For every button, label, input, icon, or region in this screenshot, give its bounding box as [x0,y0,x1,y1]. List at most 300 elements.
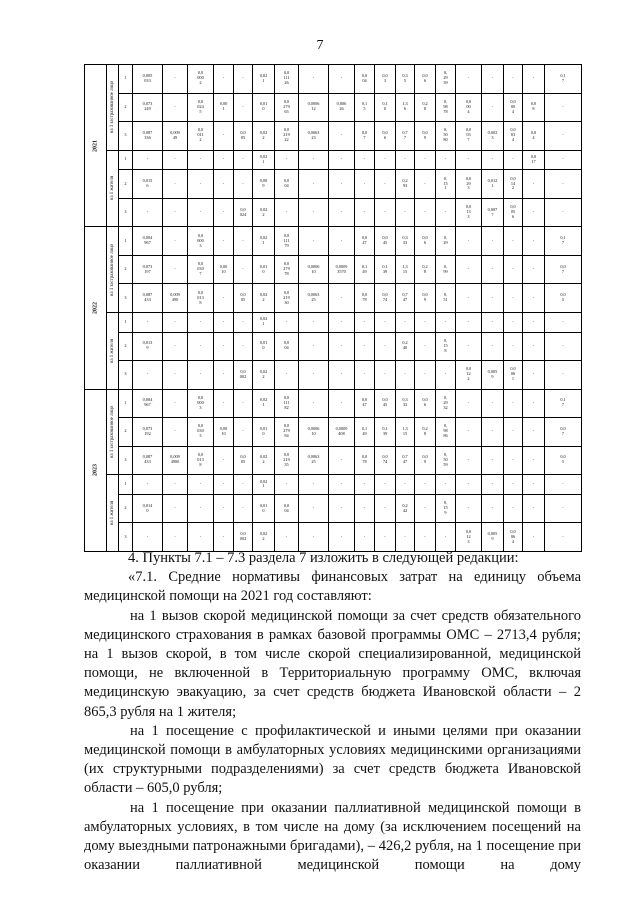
table-cell: 0,0 12 3 [456,523,482,552]
table-cell: - [523,523,545,552]
table-cell: - [456,389,482,418]
table-cell: - [275,312,299,332]
table-cell: - [375,523,396,552]
table-cell: 0,073 192 [133,418,163,447]
table-cell: 0,0 6 [415,227,436,256]
table-cell: - [415,361,436,390]
table-cell: - [214,332,234,361]
table-cell: 0,1 7 [545,227,582,256]
table-cell: - [299,227,329,256]
table-cell: - [482,312,504,332]
row-index-cell: 1 [119,312,133,332]
table-row [85,93,582,122]
row-index-cell: 2 [119,494,133,523]
table-cell: 0,00 9 [253,170,275,199]
table-cell: - [329,284,355,313]
year-cell [85,227,107,389]
table-cell: 0,1 0 [375,93,396,122]
unit-cell [107,312,119,389]
table-row [85,312,582,332]
table-cell: - [214,170,234,199]
table-cell: 0, 29 [436,227,456,256]
table-cell: 0,0 74 [375,446,396,475]
row-index-cell: 3 [119,361,133,390]
norms-table-body [85,65,582,552]
unit-cell [107,389,119,475]
table-cell: - [482,65,504,94]
table-cell: - [188,170,214,199]
table-cell: - [504,446,523,475]
table-cell: - [133,150,163,170]
table-cell: 0,0 9 [415,446,436,475]
table-cell: 0,0063 25 [299,284,329,313]
row-index-cell: 2 [119,93,133,122]
table-cell: 0,0 04 [275,494,299,523]
table-cell: 0,02 1 [253,150,275,170]
row-index-cell: 2 [119,418,133,447]
table-cell: 0,7 47 [396,446,415,475]
table-cell: 0,1 39 [375,255,396,284]
table-cell: - [355,332,375,361]
year-label: 2023 [92,464,99,477]
paragraph-item-4: 4. Пункты 7.1 – 7.3 раздела 7 изложить в следующей редакции: [128,550,519,566]
table-cell: 0,0 219 22 [275,122,299,151]
year-label: 2021 [92,139,99,152]
table-cell: 0,01 0 [253,418,275,447]
table-cell: - [329,475,355,495]
table-cell: - [329,198,355,227]
row-index-cell: 1 [119,475,133,495]
paragraph-prophylactic-norm: на 1 посещение с профилактической и иными целями при оказании медицинской помощи в амбулаторных условиях медицинскими организациями (их структурными подразделениями) за счет средств бюджета Ивановской области – 605,0 рубля; [84,722,581,797]
table-cell: - [456,312,482,332]
unit-cell [107,65,119,151]
unit-label: на 1 жителя [109,338,115,363]
table-cell: 0,005 9 [482,361,504,390]
table-row [85,227,582,256]
table-cell: 0, 98 78 [436,93,456,122]
table-cell: 0,005 9 [482,523,504,552]
unit-label: на 1 жителя [109,176,115,201]
table-cell: - [214,494,234,523]
table-cell: 0, 98 86 [436,418,456,447]
table-cell: 0,0006 10 [299,255,329,284]
table-cell: 0,0 05 [234,284,253,313]
table-cell: - [482,494,504,523]
table-cell: - [275,150,299,170]
table-cell: 0,2 8 [415,93,436,122]
table-cell: 0,0 47 [355,227,375,256]
table-cell: 0,005 033 [133,65,163,94]
table-cell: - [234,475,253,495]
table-cell: - [214,65,234,94]
table-cell: 0,02 2 [253,523,275,552]
table-cell: 0,2 93 [396,170,415,199]
table-cell: - [396,312,415,332]
table-cell: - [133,523,163,552]
table-cell: - [456,494,482,523]
table-cell: - [163,312,188,332]
table-cell: 0,0 6 [375,122,396,151]
table-row [85,332,582,361]
table-cell: - [504,227,523,256]
table-cell: 0,0 002 [234,523,253,552]
table-cell: - [355,523,375,552]
table-cell: - [504,150,523,170]
table-cell: 0,013 9 [133,332,163,361]
table-cell: - [299,523,329,552]
table-cell: 0,0 279 65 [275,93,299,122]
table-cell: 0,02 1 [253,389,275,418]
table-cell: 0,0 9 [415,122,436,151]
table-cell: - [396,361,415,390]
table-cell: - [375,198,396,227]
table-cell: - [504,494,523,523]
table-cell: - [545,312,582,332]
table-cell: - [214,198,234,227]
table-cell: 0,00 10 [214,418,234,447]
table-row [85,523,582,552]
table-cell: - [396,150,415,170]
table-cell: - [329,312,355,332]
row-index-cell: 2 [119,255,133,284]
table-cell: 0,0063 23 [299,122,329,151]
table-cell: 0,0 030 3 [188,418,214,447]
table-cell: 0,0 024 5 [188,93,214,122]
table-cell: 0,0 111 26 [275,65,299,94]
table-cell: - [234,312,253,332]
table-cell: 0,0 00 4 [504,93,523,122]
table-cell: - [163,170,188,199]
table-cell: - [545,122,582,151]
table-cell: 0,015 6 [133,170,163,199]
table-cell: 0,1 7 [545,65,582,94]
table-cell: 0,02 1 [253,475,275,495]
table-cell: 0,3 33 [396,389,415,418]
year-cell [85,65,107,227]
table-cell: - [234,494,253,523]
table-cell: 0,00 10 [214,255,234,284]
table-cell: 0,0 7 [355,122,375,151]
table-cell: - [214,523,234,552]
table-cell: - [436,361,456,390]
table-cell: - [482,418,504,447]
table-cell: - [188,150,214,170]
table-cell: - [163,475,188,495]
table-cell: - [163,198,188,227]
table-cell: - [188,361,214,390]
table-cell: 0,014 0 [133,494,163,523]
table-row [85,361,582,390]
table-cell: 0,0 5 [545,446,582,475]
unit-label: на 1 застрахованное лицо [109,81,115,134]
table-cell: - [456,150,482,170]
year-label: 2022 [92,301,99,314]
table-cell: 0,3 5 [396,65,415,94]
table-cell: 0,7 7 [396,122,415,151]
table-row [85,446,582,475]
table-cell: 0, 50 59 [436,446,456,475]
table-cell: 0,009 490 [163,284,188,313]
table-cell: - [355,312,375,332]
unit-cell [107,475,119,552]
table-cell: 0,0 14 2 [504,170,523,199]
table-cell: 0,01 0 [253,332,275,361]
row-index-cell: 1 [119,65,133,94]
unit-cell [107,150,119,227]
table-cell: - [163,65,188,94]
table-cell: - [234,255,253,284]
table-cell: 0,0006 12 [299,93,329,122]
table-cell: 0,0 279 78 [275,255,299,284]
table-cell: - [523,227,545,256]
paragraph-ambulance-norm: на 1 вызов скорой медицинской помощи за счет средств обязательного медицинского страхования в рамках базовой программы ОМС – 2713,4 рубля; на 1 вызов скорой, в том числе скорой специализированной, медицинской помощи, не включенной в Территориальную программу ОМС, включая медицинскую эвакуацию, за счет средств бюджета Ивановской области – 2 865,3 рубля на 1 жителя; [84,607,581,720]
table-cell: 0,0009 3570 [329,255,355,284]
table-cell: - [299,389,329,418]
table-cell: - [329,170,355,199]
table-cell: 0,0 000 2 [188,65,214,94]
table-cell: 0,0 29 3 [456,170,482,199]
table-cell: 0,2 8 [415,418,436,447]
table-cell: - [275,198,299,227]
table-cell: - [456,255,482,284]
table-cell: - [214,122,234,151]
table-cell: 0,0 3 [375,65,396,94]
table-cell: - [214,446,234,475]
table-cell: - [375,494,396,523]
year-cell [85,389,107,551]
table-row [85,198,582,227]
unit-cell [107,227,119,313]
table-cell: - [415,198,436,227]
table-row [85,65,582,94]
body-text [84,549,581,875]
row-index-cell: 3 [119,446,133,475]
table-cell: 0, 29 32 [436,389,456,418]
table-cell: 0,0 03 7 [456,122,482,151]
table-cell: 0,01 0 [253,255,275,284]
table-cell: - [275,523,299,552]
table-cell: - [482,93,504,122]
table-cell: - [545,198,582,227]
table-row [85,150,582,170]
table-cell: - [163,93,188,122]
table-cell: 0, 15 1 [436,170,456,199]
table-cell: - [299,332,329,361]
table-cell: - [275,475,299,495]
table-cell: 0,1 39 [375,418,396,447]
table-cell: - [456,284,482,313]
table-cell: 0,0 013 8 [188,446,214,475]
table-cell: 0,006 26 [329,93,355,122]
table-cell: - [504,418,523,447]
table-cell: 0,0 000 3 [188,227,214,256]
table-cell: - [523,170,545,199]
table-cell: - [482,446,504,475]
table-cell: 0,00 1 [214,93,234,122]
row-index-cell: 3 [119,523,133,552]
table-cell: - [436,523,456,552]
table-row [85,475,582,495]
table-cell: - [163,418,188,447]
table-cell: - [396,475,415,495]
table-cell: 0,02 2 [253,361,275,390]
table-cell: - [523,446,545,475]
page-number: 7 [316,38,324,53]
table-cell: - [163,332,188,361]
table-cell: - [275,361,299,390]
table-cell: - [163,389,188,418]
table-cell: 0,073 197 [133,255,163,284]
table-cell: - [329,361,355,390]
table-cell: 0,009 4900 [163,446,188,475]
row-index-cell: 3 [119,284,133,313]
table-cell: - [299,361,329,390]
table-cell: - [545,494,582,523]
table-cell: - [329,389,355,418]
norms-table [84,64,582,552]
table-cell: 0,0 00 4 [456,93,482,122]
table-cell: - [355,361,375,390]
table-cell: 0,0 219 30 [275,284,299,313]
table-cell: - [299,475,329,495]
table-cell: - [214,150,234,170]
table-cell: 0,0 47 [355,389,375,418]
table-cell: - [415,494,436,523]
row-index-cell: 1 [119,227,133,256]
table-cell: - [329,523,355,552]
table-cell: - [415,475,436,495]
table-cell: - [299,494,329,523]
table-cell: 0,0 6 [415,65,436,94]
table-cell: - [504,312,523,332]
table-cell: - [504,475,523,495]
table-cell: - [234,332,253,361]
table-cell: 0,0 12 2 [456,361,482,390]
table-cell: - [299,312,329,332]
table-cell: - [482,475,504,495]
table-cell: 1,3 6 [396,93,415,122]
table-cell: - [329,150,355,170]
table-cell: - [234,170,253,199]
table-row [85,418,582,447]
table-row [85,122,582,151]
table-row [85,389,582,418]
table-cell: 0,0009 408 [329,418,355,447]
table-cell: - [214,227,234,256]
table-cell: 0,0 05 [234,122,253,151]
table-cell: 1,3 15 [396,255,415,284]
table-cell: - [355,198,375,227]
table-cell: - [482,284,504,313]
table-cell: 0,0 06 4 [504,523,523,552]
table-cell: - [504,284,523,313]
table-row [85,170,582,199]
paragraph-palliative-norm: на 1 посещение при оказании паллиативной медицинской помощи в амбулаторных условиях, в том числе на дому (за исключением посещений на дому выездными патронажными бригадами), – 426,2 рубля, на 1 посещение при оказании паллиативной медицинской помощи на дому [84,799,581,874]
table-cell: 0,012 1 [482,170,504,199]
table-cell: 0,2 40 [396,332,415,361]
table-cell: 0,0 04 [275,332,299,361]
table-cell: 0,087 336 [133,122,163,151]
table-cell: - [545,93,582,122]
table-cell: - [188,475,214,495]
table-cell: - [523,255,545,284]
table-cell: 0,02 2 [253,284,275,313]
row-index-cell: 2 [119,170,133,199]
table-cell: 0,087 433 [133,446,163,475]
table-cell: 0,004 967 [133,227,163,256]
table-cell: 0,0 13 3 [456,198,482,227]
table-cell: 0,087 433 [133,284,163,313]
table-cell: 0,2 8 [415,255,436,284]
table-cell: - [375,361,396,390]
table-cell: - [456,65,482,94]
table-cell: 0,073 249 [133,93,163,122]
row-index-cell: 2 [119,332,133,361]
table-cell: 0,0 74 [375,284,396,313]
table-cell: 0,0 111 82 [275,389,299,418]
table-cell: - [523,494,545,523]
table-cell: 0,01 0 [253,494,275,523]
table-cell: - [163,523,188,552]
table-cell: 0,0 7 [545,255,582,284]
table-cell: - [329,446,355,475]
table-cell: 0,002 3 [482,122,504,151]
table-cell: - [545,170,582,199]
table-cell: 0,0 17 [523,150,545,170]
table-cell: 0,0 111 79 [275,227,299,256]
table-cell: - [188,523,214,552]
table-cell: 0,1 5 [355,93,375,122]
table-cell: - [133,312,163,332]
table-cell: - [299,198,329,227]
table-cell: - [355,150,375,170]
table-cell: - [163,227,188,256]
table-cell: - [188,494,214,523]
table-cell: 0, 15 9 [436,494,456,523]
table-row [85,284,582,313]
table-cell: - [504,332,523,361]
table-cell: - [163,255,188,284]
table-cell: - [482,227,504,256]
table-cell: 0,7 47 [396,284,415,313]
table-cell: 0,0 8 [523,93,545,122]
table-cell: - [214,284,234,313]
table-cell: - [329,65,355,94]
table-cell: 0,02 2 [253,122,275,151]
table-cell: 0,0 45 [375,389,396,418]
table-cell: 0,1 49 [355,418,375,447]
table-cell: - [188,312,214,332]
table-cell: - [214,389,234,418]
table-cell: 0,1 7 [545,389,582,418]
unit-label: на 1 жителя [109,500,115,526]
table-cell: - [355,494,375,523]
table-cell: 0, 51 [436,284,456,313]
row-index-cell: 1 [119,150,133,170]
table-cell: - [133,361,163,390]
table-cell: - [456,475,482,495]
table-cell: - [163,494,188,523]
table-row [85,255,582,284]
table-cell: - [415,312,436,332]
table-cell: 0, 29 39 [436,65,456,94]
table-cell: 0,0 9 [415,284,436,313]
table-cell: - [545,523,582,552]
table-cell: - [523,65,545,94]
table-cell: - [545,150,582,170]
table-cell: - [523,284,545,313]
table-cell: - [234,389,253,418]
